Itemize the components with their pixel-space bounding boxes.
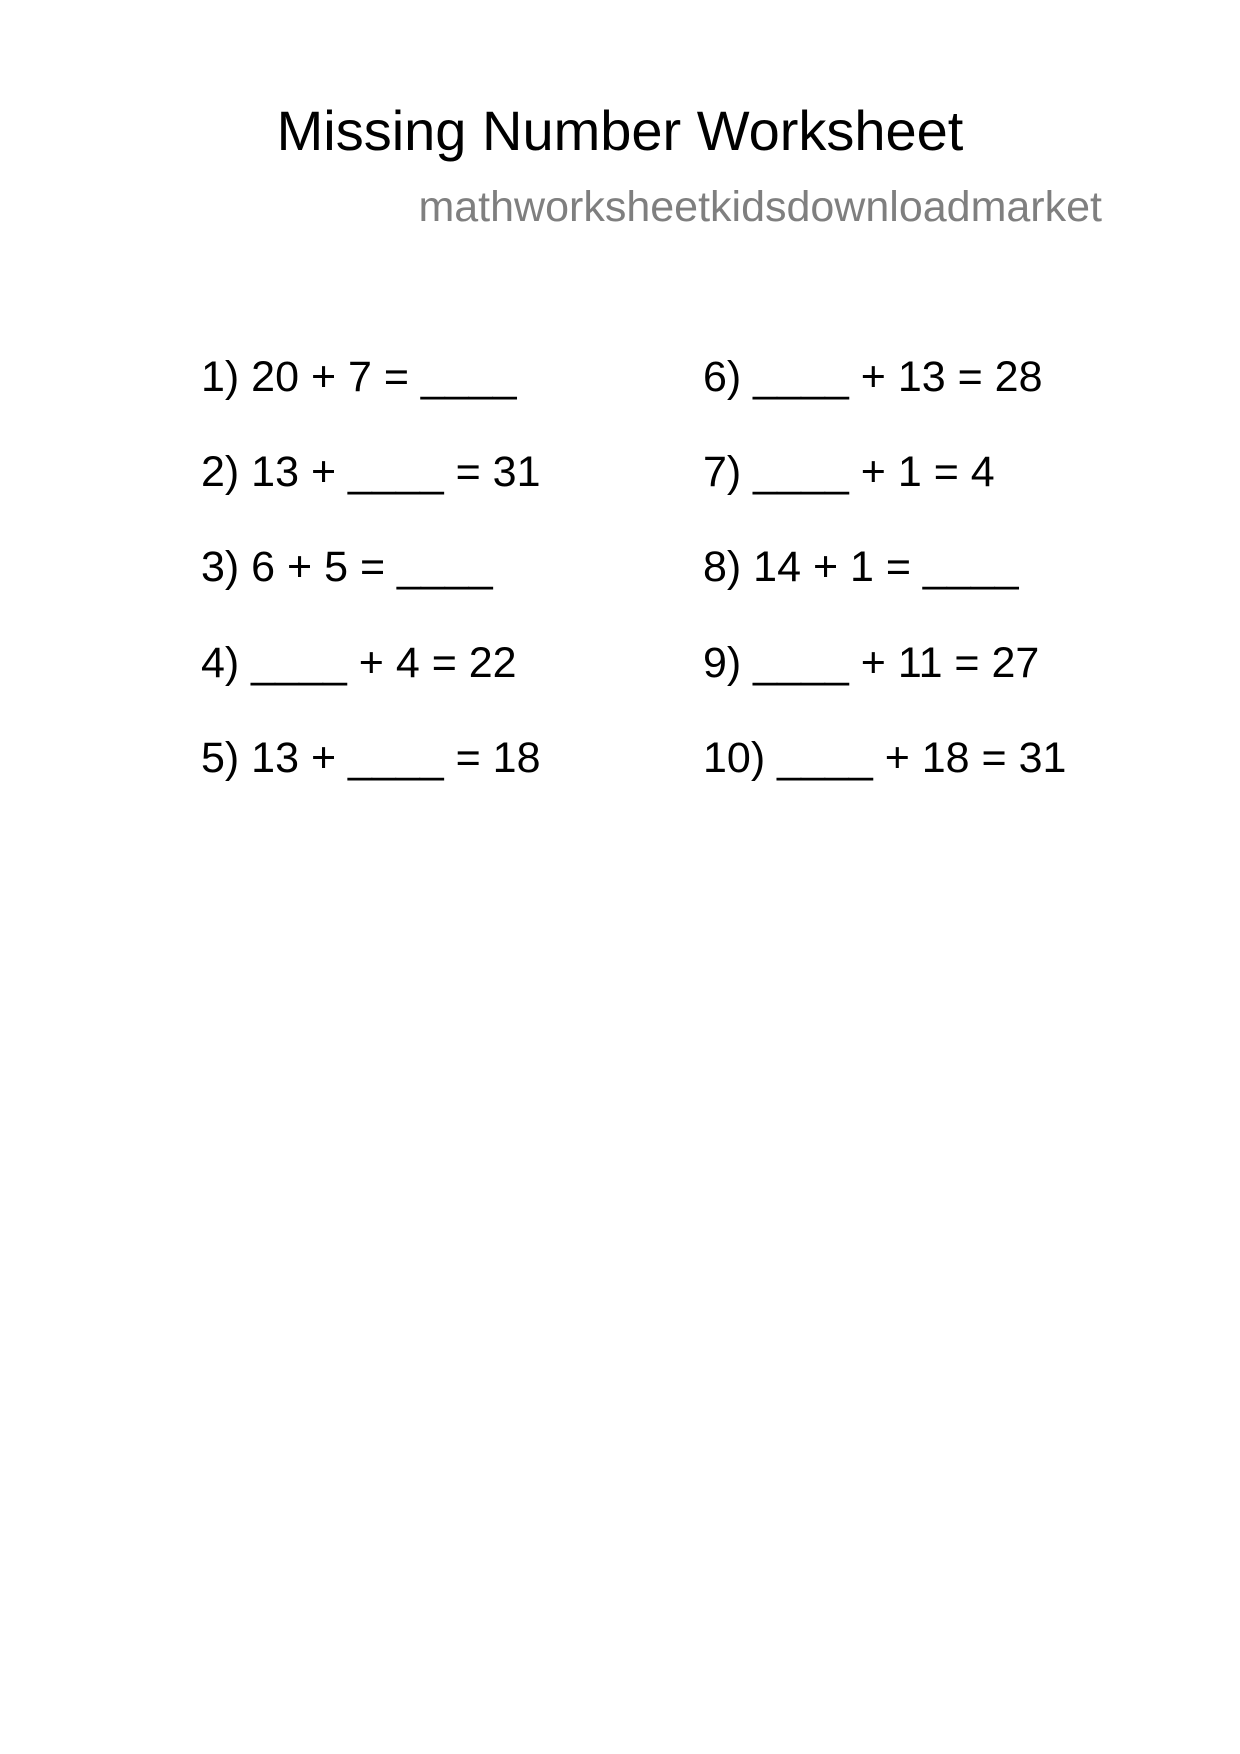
page-title: Missing Number Worksheet bbox=[276, 99, 964, 162]
problem-9: 9) ____ + 11 = 27 bbox=[703, 639, 1040, 687]
problem-8: 8) 14 + 1 = ____ bbox=[703, 543, 1019, 591]
problem-3: 3) 6 + 5 = ____ bbox=[201, 543, 493, 591]
problem-1: 1) 20 + 7 = ____ bbox=[201, 353, 517, 401]
problem-6: 6) ____ + 13 = 28 bbox=[703, 353, 1043, 401]
source-watermark-text: mathworksheetkidsdownloadmarket bbox=[418, 183, 1102, 231]
problem-7: 7) ____ + 1 = 4 bbox=[703, 448, 995, 496]
problem-10: 10) ____ + 18 = 31 bbox=[703, 734, 1067, 782]
problem-4: 4) ____ + 4 = 22 bbox=[201, 639, 517, 687]
problem-5: 5) 13 + ____ = 18 bbox=[201, 734, 541, 782]
problem-2: 2) 13 + ____ = 31 bbox=[201, 448, 541, 496]
